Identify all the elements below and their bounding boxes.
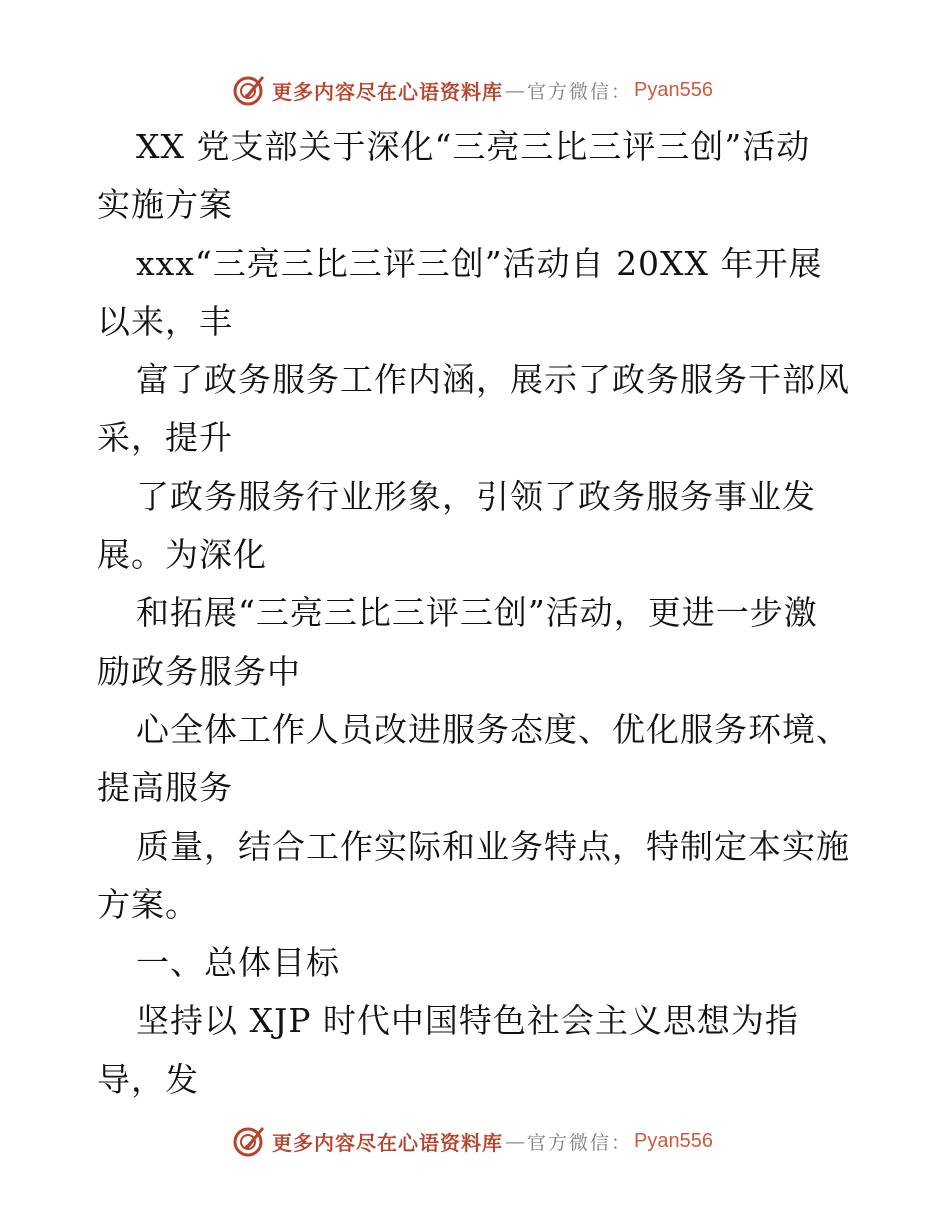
quill-pen-logo-icon	[232, 1124, 266, 1158]
watermark-wechat-id: Pyan556	[634, 1129, 713, 1152]
footer-watermark	[232, 1121, 713, 1161]
watermark-dash: —	[505, 1129, 525, 1153]
document-line: 励政务服务中	[97, 651, 301, 691]
document-line: 采，提升	[97, 418, 233, 458]
document-line: 导，发	[97, 1059, 199, 1099]
watermark-main-text: 更多内容尽在心语资料库	[272, 1130, 503, 1155]
watermark-wechat-label: 官方微信：	[527, 80, 633, 103]
document-body	[97, 118, 857, 1109]
document-line: 方案。	[97, 884, 199, 924]
document-line: 以来，丰	[97, 301, 233, 341]
document-line: 坚持以 XJP 时代中国特色社会主义思想为指	[136, 1001, 799, 1041]
document-line: 实施方案	[97, 185, 233, 225]
document-line: 一、总体目标	[136, 943, 340, 983]
document-line: xxx“三亮三比三评三创”活动自 20XX 年开展	[136, 243, 823, 283]
document-line: 提高服务	[97, 768, 233, 808]
document-line: 了政务服务行业形象，引领了政务服务事业发	[136, 476, 816, 516]
header-watermark	[232, 70, 713, 110]
document-line: 和拓展“三亮三比三评三创”活动，更进一步激	[136, 593, 818, 633]
document-line: 展。为深化	[97, 535, 267, 575]
document-line: 心全体工作人员改进服务态度、优化服务环境、	[136, 709, 850, 749]
watermark-wechat-id: Pyan556	[634, 78, 713, 101]
quill-pen-logo-icon	[232, 73, 266, 107]
document-line: 富了政务服务工作内涵，展示了政务服务干部风	[136, 360, 850, 400]
watermark-dash: —	[505, 78, 525, 102]
watermark-main-text: 更多内容尽在心语资料库	[272, 79, 503, 104]
document-line: 质量，结合工作实际和业务特点，特制定本实施	[136, 826, 850, 866]
watermark-wechat-label: 官方微信：	[527, 1131, 633, 1154]
document-line: XX 党支部关于深化“三亮三比三评三创”活动	[136, 127, 811, 166]
